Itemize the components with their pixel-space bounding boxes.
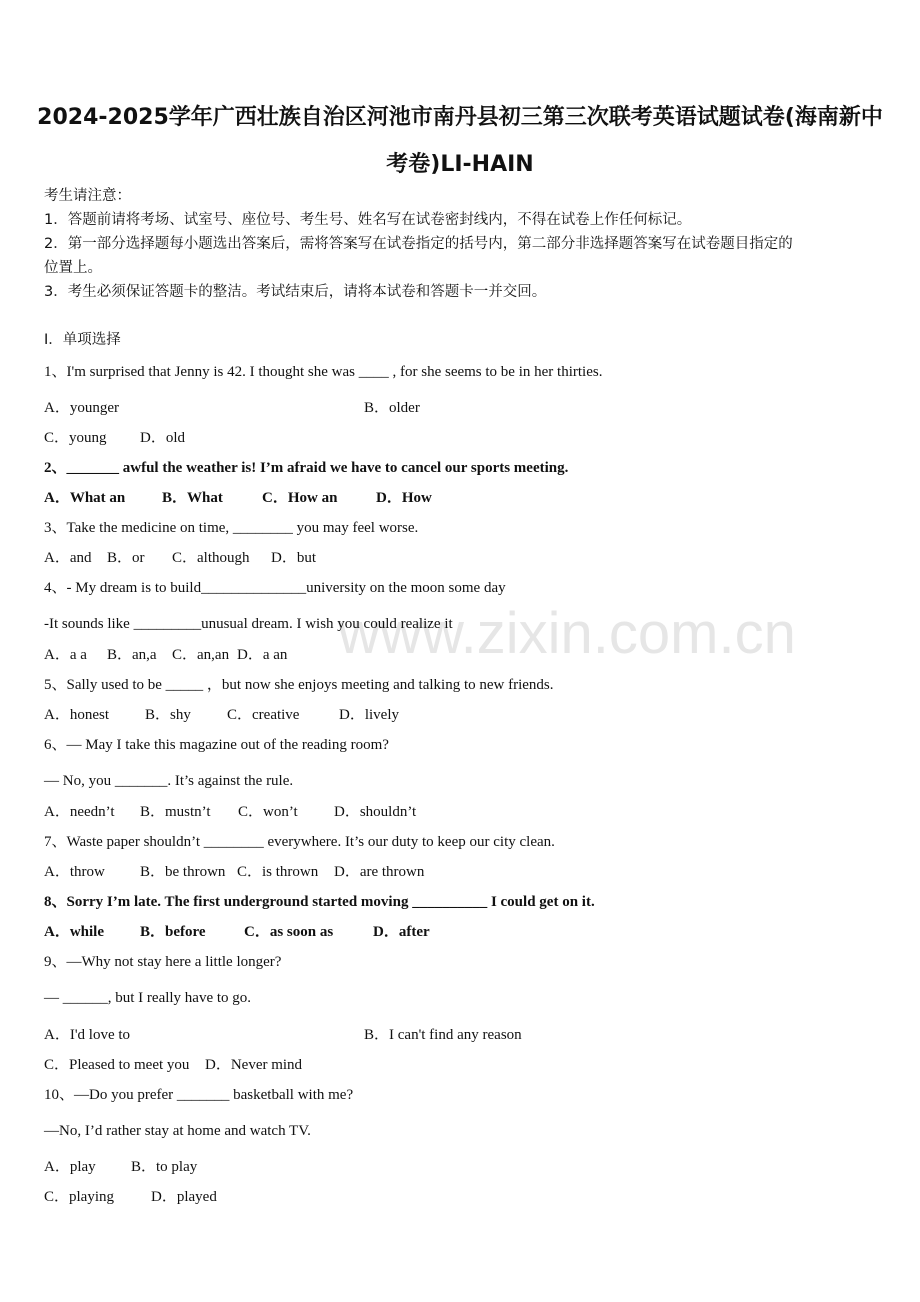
option-c: C．playing	[44, 1189, 114, 1205]
notice-item: 2．第一部分选择题每小题选出答案后，需将答案写在试卷指定的括号内，第二部分非选择题答案写在试卷题目指定的	[44, 236, 793, 252]
notice-heading: 考生请注意：	[44, 188, 131, 204]
document-title-line2: 考卷)LI-HAIN	[386, 152, 534, 177]
section-heading: Ⅰ．单项选择	[44, 332, 121, 348]
option-d: D．Never mind	[205, 1057, 303, 1073]
watermark: www.zixin.com.cn	[338, 601, 796, 666]
option-b: B．before	[140, 924, 206, 940]
option-d: D．but	[271, 550, 317, 566]
option-b: B．I can't find any reason	[364, 1027, 522, 1043]
option-d: D．How	[376, 490, 432, 506]
option-c: C．is thrown	[237, 864, 319, 880]
question-stem-reply: —No, I’d rather stay at home and watch TV.	[44, 1123, 311, 1139]
question-stem: 2、_______ awful the weather is! I’m afraid we have to cancel our sports meeting.	[44, 460, 569, 476]
option-d: D．are thrown	[334, 864, 425, 880]
question-stem: 7、Waste paper shouldn’t ________ everywhere. It’s our duty to keep our city clean.	[44, 834, 555, 850]
question-stem: 6、— May I take this magazine out of the reading room?	[44, 737, 389, 753]
document-title-line1: 2024-2025学年广西壮族自治区河池市南丹县初三第三次联考英语试题试卷(海南新中	[37, 105, 883, 130]
option-d: D．lively	[339, 707, 399, 723]
question-stem-reply: — ______, but I really have to go.	[44, 990, 252, 1006]
option-a: A．needn’t	[44, 804, 115, 820]
option-a: A．play	[44, 1159, 96, 1175]
option-c: C．although	[172, 550, 250, 566]
option-c: C．won’t	[238, 804, 298, 820]
question-stem-reply: — No, you _______. It’s against the rule.	[44, 773, 294, 789]
option-a: A．throw	[44, 864, 105, 880]
option-b: B．to play	[131, 1159, 198, 1175]
option-d: D．old	[140, 430, 186, 446]
option-d: D．after	[373, 924, 430, 940]
option-a: A．I'd love to	[44, 1027, 131, 1043]
question-stem-reply: -It sounds like _________unusual dream. I wish you could realize it	[44, 616, 453, 632]
option-d: D．a an	[237, 647, 288, 663]
option-c: C．How an	[262, 490, 338, 506]
option-c: C．an,an	[172, 647, 230, 663]
notice-block	[44, 184, 884, 304]
option-a: A．a a	[44, 647, 87, 663]
option-c: C．as soon as	[244, 924, 334, 940]
option-d: D．shouldn’t	[334, 804, 417, 820]
question-stem: 1、I'm surprised that Jenny is 42. I thought she was ____ , for she seems to be in her thirties.	[44, 364, 603, 380]
option-b: B．be thrown	[140, 864, 226, 880]
notice-item: 位置上。	[44, 260, 102, 276]
option-d: D．played	[151, 1189, 217, 1205]
option-b: B．What	[162, 490, 223, 506]
question-stem: 5、Sally used to be _____ ，but now she enjoys meeting and talking to new friends.	[44, 677, 554, 693]
option-b: B．an,a	[107, 647, 157, 663]
option-b: B．mustn’t	[140, 804, 211, 820]
option-c: C．Pleased to meet you	[44, 1057, 190, 1073]
notice-item: 3．考生必须保证答题卡的整洁。考试结束后，请将本试卷和答题卡一并交回。	[44, 284, 547, 300]
option-a: A．honest	[44, 707, 109, 723]
option-c: C．young	[44, 430, 107, 446]
notice-item: 1．答题前请将考场、试室号、座位号、考生号、姓名写在试卷密封线内，不得在试卷上作任何标记。	[44, 212, 692, 228]
option-a: A．younger	[44, 400, 119, 416]
question-stem: 4、- My dream is to build______________university on the moon some day	[44, 580, 506, 596]
question-stem: 8、Sorry I’m late. The first underground started moving __________ I could get on it.	[44, 894, 595, 910]
option-b: B．shy	[145, 707, 191, 723]
question-stem: 3、Take the medicine on time, ________ you may feel worse.	[44, 520, 419, 536]
question-stem: 9、—Why not stay here a little longer?	[44, 954, 282, 970]
option-b: B．older	[364, 400, 420, 416]
option-c: C．creative	[227, 707, 300, 723]
option-a: A．while	[44, 924, 105, 940]
question-stem: 10、—Do you prefer _______ basketball with me?	[44, 1087, 354, 1103]
option-a: A．What an	[44, 490, 126, 506]
option-b: B．or	[107, 550, 145, 566]
option-a: A．and	[44, 550, 92, 566]
